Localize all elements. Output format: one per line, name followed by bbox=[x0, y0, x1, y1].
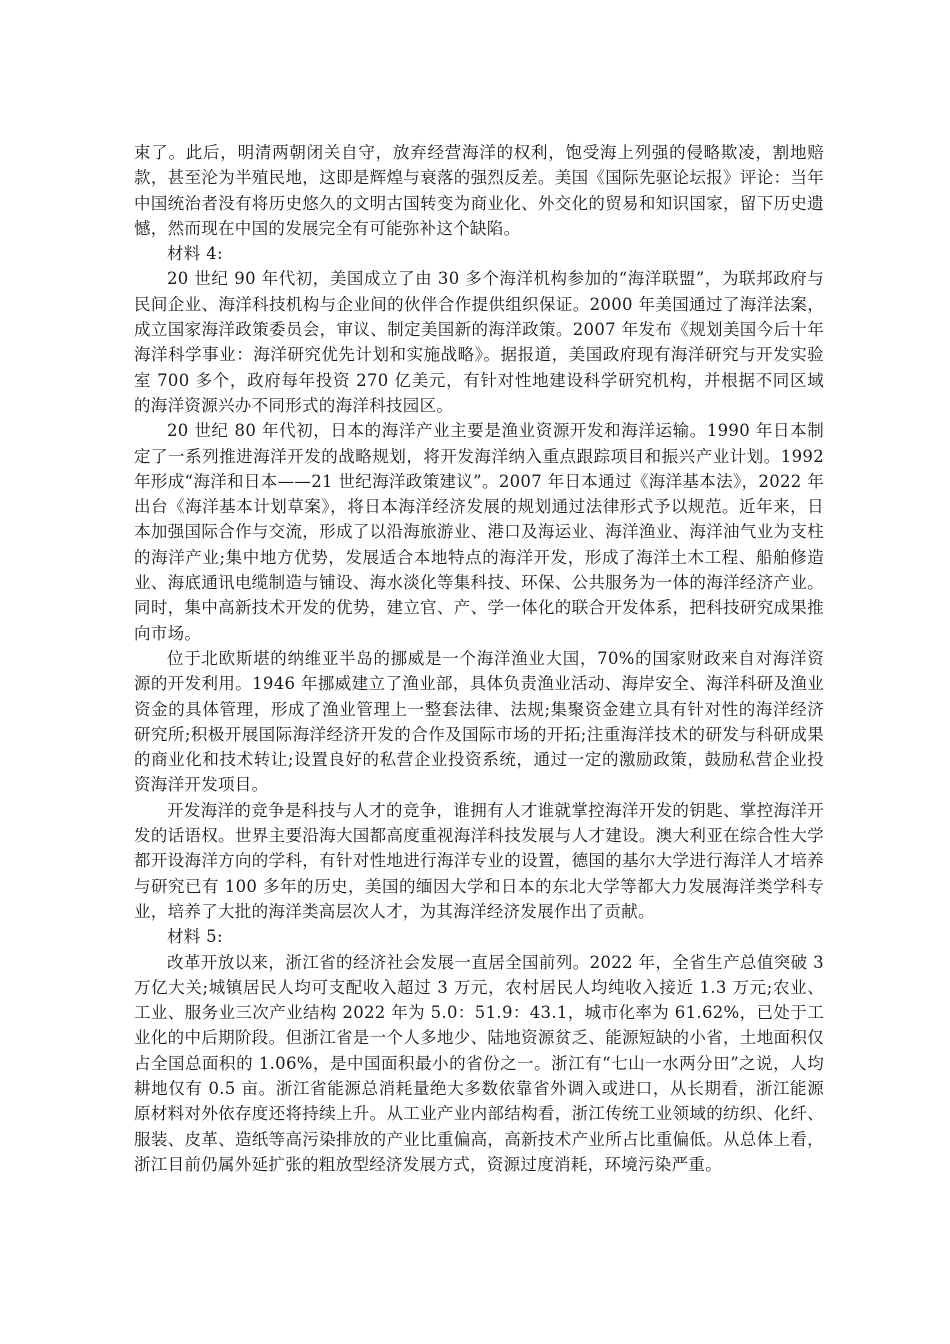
section-heading-material-5: 材料 5: bbox=[167, 927, 223, 947]
paragraph-talent: 开发海洋的竞争是科技与人才的竞争，谁拥有人才谁就掌控海洋开发的钥匙、掌控海洋开发的话语权。世界主要沿海大国都高度重视海洋科技发展与人才建设。澳大利亚在综合性大学都开设海洋方向的学科，有针对性地进行海洋专业的设置，德国的基尔大学进行海洋人才培养与研究已有 100 多年的历史，美国的缅因大学和日本的东北大学等都大力发展海洋类学科专业，培养了大批的海洋类高层次人才，为其海洋经济发展作出了贡献。 bbox=[134, 800, 824, 921]
paragraph-norway: 位于北欧斯堪的纳维亚半岛的挪威是一个海洋渔业大国，70%的国家财政来自对海洋资源的开发利用。1946 年挪威建立了渔业部，具体负责渔业活动、海岸安全、海洋科研及渔业资金的具体管理，形成了渔业管理上一整套法律、法规;集聚资金建立具有针对性的海洋经济研究所;积极开展国际海洋经济开发的合作及国际市场的开拓;注重海洋技术的研发与科研成果的商业化和技术转让;设置良好的私营企业投资系统，通过一定的激励政策，鼓励私营企业投资海洋开发项目。 bbox=[134, 648, 824, 795]
document-body bbox=[134, 140, 824, 1177]
paragraph-usa: 20 世纪 90 年代初，美国成立了由 30 多个海洋机构参加的“海洋联盟”，为联邦政府与民间企业、海洋科技机构与企业间的伙伴合作提供组织保证。2000 年美国通过了海洋法案，成立国家海洋政策委员会，审议、制定美国新的海洋政策。2007 年发布《规划美国今后十年海洋科学事业：海洋研究优先计划和实施战略》。据报道，美国政府现有海洋研究与开发实验室 700 多个，政府每年投资 270 亿美元，有针对性地建设科学研究机构，并根据不同区域的海洋资源兴办不同形式的海洋科技园区。 bbox=[134, 269, 824, 415]
section-heading-material-4: 材料 4: bbox=[167, 244, 223, 264]
paragraph-continuation: 束了。此后，明清两朝闭关自守，放弃经营海洋的权利，饱受海上列强的侵略欺凌，割地赔款，甚至沦为半殖民地，这即是辉煌与衰落的强烈反差。美国《国际先驱论坛报》评论：当年中国统治者没有将历史悠久的文明古国转变为商业化、外交化的贸易和知识国家，留下历史遗憾，然而现在中国的发展完全有可能弥补这个缺陷。 bbox=[134, 143, 824, 238]
paragraph-japan: 20 世纪 80 年代初，日本的海洋产业主要是渔业资源开发和海洋运输。1990 年日本制定了一系列推进海洋开发的战略规划，将开发海洋纳入重点跟踪项目和振兴产业计划。1992 年形成“海洋和日本——21 世纪海洋政策建议”。2007 年日本通过《海洋基本法》，2022 年出台《海洋基本计划草案》，将日本海洋经济发展的规划通过法律形式予以规范。近年来，日本加强国际合作与交流，形成了以沿海旅游业、港口及海运业、海洋渔业、海洋油气业为支柱的海洋产业;集中地方优势，发展适合本地特点的海洋开发，形成了海洋土木工程、船舶修造业、海底通讯电缆制造与铺设、海水淡化等集科技、环保、公共服务为一体的海洋经济产业。同时，集中高新技术开发的优势，建立官、产、学一体化的联合开发体系，把科技研究成果推向市场。 bbox=[134, 421, 824, 643]
paragraph-zhejiang: 改革开放以来，浙江省的经济社会发展一直居全国前列。2022 年，全省生产总值突破 3 万亿大关;城镇居民人均可支配收入超过 3 万元，农村居民人均纯收入接近 1.3 万元;农业、工业、服务业三次产业结构 2022 年为 5.0：51.9：43.1，城市化率为 61.62%，已处于工业化的中后期阶段。但浙江省是一个人多地少、陆地资源贫乏、能源短缺的小省，土地面积仅占全国总面积的 1.06%，是中国面积最小的省份之一。浙江有“七山一水两分田”之说，人均耕地仅有 0.5 亩。浙江省能源总消耗量绝大多数依靠省外调入或进口，从长期看，浙江能源原材料对外依存度还将持续上升。从工业产业内部结构看，浙江传统工业领域的纺织、化纤、服装、皮革、造纸等高污染排放的产业比重偏高，高新技术产业所占比重偏低。从总体上看，浙江目前仍属外延扩张的粗放型经济发展方式，资源过度消耗，环境污染严重。 bbox=[134, 952, 824, 1174]
